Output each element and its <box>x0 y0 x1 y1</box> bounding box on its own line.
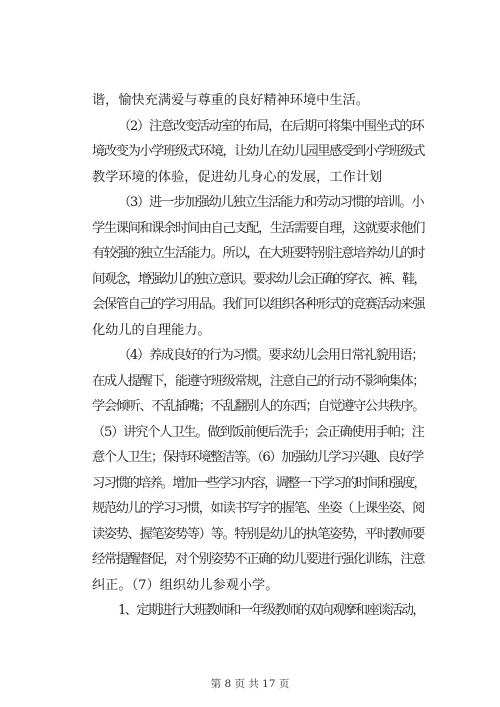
text-line: （3）进一步加强幼儿独立生活能力和劳动习惯的培训。小 <box>118 195 424 210</box>
body-text <box>92 88 425 624</box>
text-line: 境改变为小学班级式环境，让幼儿在幼儿园里感受到小学班级式 <box>92 144 425 159</box>
text-line: （4）养成良好的行为习惯。要求幼儿会用日常礼貌用语； <box>118 348 424 363</box>
text-line: 习习惯的培养。增加一些学习内容，调整一下学习的时间和强度， <box>92 475 425 491</box>
text-line: 有较强的独立生活能力。所以，在大班要特别注意培养幼儿的时 <box>92 246 425 261</box>
text-line: 化幼儿的自理能力。 <box>92 322 211 338</box>
text-line: 1、定期进行大班教师和一年级教师的双向观摩和座谈活动， <box>118 603 424 618</box>
text-line: （2）注意改变活动室的布局，在后期可将集中围坐式的环 <box>118 118 424 134</box>
page-footer: 第 8 页 共 17 页 <box>210 678 290 690</box>
text-line: 会保管自己的学习用品。我们可以组织各种形式的竞赛活动来强 <box>92 297 425 312</box>
text-line: 规范幼儿的学习习惯，如读书写字的握笔、坐姿（上课坐姿、阅 <box>92 501 425 516</box>
text-line: 学生课间和课余时间由自己支配，生活需要自理，这就要求他们 <box>92 220 425 236</box>
text-line: 在成人提醒下，能遵守班级常规，注意自己的行动不影响集体； <box>92 373 425 389</box>
text-line: 经常提醒督促，对个别姿势不正确的幼儿要进行强化训练，注意 <box>92 552 425 567</box>
text-line: 学会倾听、不乱插嘴；不乱翻别人的东西；自觉遵守公共秩序。 <box>92 399 425 414</box>
text-line: 谐，愉快充满爱与尊重的良好精神环境中生活。 <box>92 93 369 108</box>
text-line: 读姿势、握笔姿势等）等。特别是幼儿的执笔姿势，平时教师要 <box>92 526 425 542</box>
text-line: （5）讲究个人卫生。做到饭前便后洗手；会正确使用手帕；注 <box>92 424 424 440</box>
text-line: 意个人卫生；保持环境整洁等。（6）加强幼儿学习兴趣、良好学 <box>92 450 423 465</box>
text-line: 间观念，增强幼儿的独立意识。要求幼儿会正确的穿衣、裤、鞋， <box>92 271 425 287</box>
text-line: 纠正。（7）组织幼儿参观小学。 <box>92 577 279 593</box>
text-line: 教学环境的体验，促进幼儿身心的发展，工作计划 <box>92 169 383 185</box>
document-body <box>92 88 425 624</box>
